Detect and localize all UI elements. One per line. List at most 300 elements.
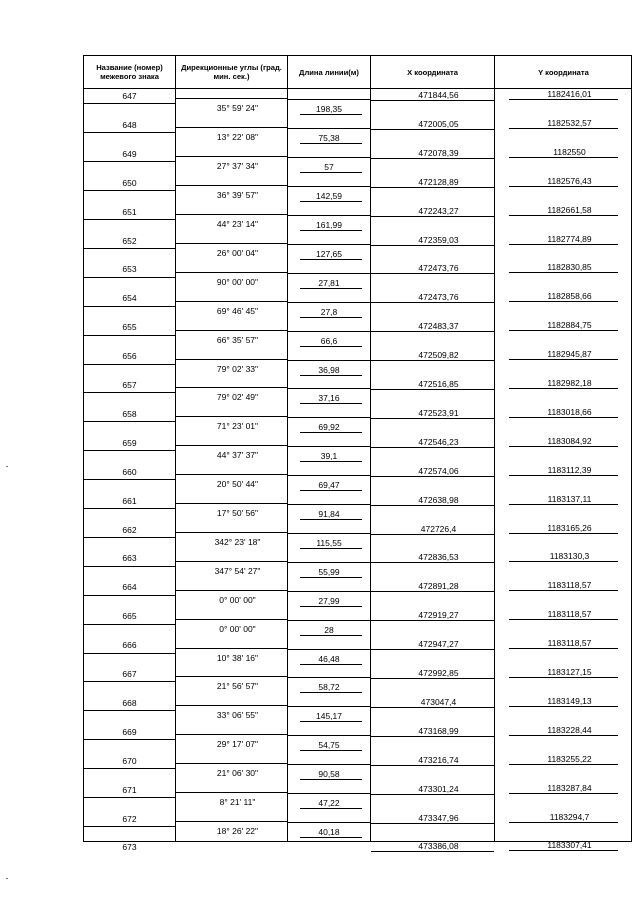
name-cell-divider [84,826,175,827]
point-number: 656 [122,351,137,362]
point-number: 650 [122,177,137,188]
y-coordinate: 1182830,85 [547,262,592,273]
y-coordinate: 1182884,75 [547,320,592,331]
length-value-underline [300,259,362,260]
y-value-underline [509,272,618,273]
line-length: 145,17 [316,711,342,722]
length-value-underline [300,143,362,144]
y-coordinate: 1182550 [553,146,586,157]
x-coordinate: 473301,24 [418,783,459,794]
point-number: 648 [122,119,137,130]
y-coordinate: 1183307,41 [547,840,592,851]
x-coordinate: 472992,85 [418,668,459,678]
y-coordinate: 1183130,3 [549,551,590,562]
y-value-underline [509,822,618,823]
y-coordinate: 1182774,89 [547,233,592,244]
angle-cell-divider [176,214,287,215]
x-cell-divider [371,765,494,766]
header-length: Длина линии(м) [299,67,359,77]
name-cell-divider [84,277,175,278]
y-value-underline [509,475,618,476]
y-coordinate: 1183118,57 [547,638,592,649]
y-coordinate: 1183228,44 [547,724,592,735]
name-cell-divider [84,450,175,451]
y-coordinate: 1183165,26 [547,522,592,533]
y-value-underline [509,244,618,245]
name-cell-divider [84,248,175,249]
x-coordinate: 472473,76 [418,263,459,274]
x-cell-divider [371,823,494,824]
length-value-underline [300,635,362,636]
angle-cell-divider [176,330,287,331]
name-cell-divider [84,797,175,798]
line-length: 27,99 [318,595,340,606]
name-cell-divider [84,103,175,104]
x-cell-divider [371,447,494,448]
point-number: 667 [122,669,137,679]
angle-cell-divider [176,127,287,128]
y-coordinate: 1183137,11 [547,493,592,504]
x-coordinate: 473168,99 [418,725,459,736]
y-value-underline [509,157,618,158]
angle-cell-divider [176,98,287,99]
length-value-underline [300,750,362,751]
y-value-underline [509,215,618,216]
x-coordinate: 473386,08 [418,841,459,852]
angle-cell-divider [176,272,287,273]
line-length: 75,38 [318,133,340,144]
column-divider [494,56,495,841]
x-cell-divider [371,620,494,621]
angle-cell-divider [176,676,287,677]
name-cell-divider [84,653,175,654]
x-coordinate: 472891,28 [418,581,459,592]
length-value-underline [300,779,362,780]
line-length: 27,81 [318,277,340,288]
y-value-underline [509,677,618,678]
length-value-underline [300,692,362,693]
length-cell-divider [288,273,370,274]
x-coordinate: 472516,85 [418,379,459,389]
angle-cell-divider [176,185,287,186]
line-length: 198,35 [316,104,342,115]
angle-cell-divider [176,705,287,706]
y-value-underline [509,648,618,649]
x-coordinate: 472638,98 [418,494,459,505]
y-coordinate: 1183294,7 [549,811,590,822]
scan-speck [6,878,8,879]
y-coordinate: 1183127,15 [547,667,592,677]
length-value-underline [300,346,362,347]
length-cell-divider [288,793,370,794]
point-number: 672 [122,813,137,824]
angle-cell-divider [176,648,287,649]
name-cell-divider [84,161,175,162]
x-cell-divider [371,389,494,390]
y-coordinate: 1182661,58 [547,204,592,215]
x-cell-divider [371,187,494,188]
y-value-underline [509,388,618,389]
line-length: 58,72 [318,682,340,693]
point-number: 651 [122,206,137,217]
directional-angle: 79° 02' 49" [216,392,259,403]
directional-angle: 347° 54' 27" [214,565,261,576]
line-length: 69,47 [318,480,340,491]
directional-angle: 18° 26' 22" [216,825,259,836]
angle-cell-divider [176,503,287,504]
angle-cell-divider [176,763,287,764]
length-value-underline [300,288,362,289]
column-divider [370,56,371,841]
directional-angle: 20° 50' 44" [216,479,259,490]
angle-cell-divider [176,532,287,533]
point-number: 668 [122,697,137,708]
directional-angle: 79° 02' 33" [216,363,259,374]
x-cell-divider [371,331,494,332]
length-cell-divider [288,388,370,389]
length-cell-divider [288,417,370,418]
header-x: Х координата [407,67,458,77]
x-cell-divider [371,302,494,303]
length-cell-divider [288,504,370,505]
length-cell-divider [288,620,370,621]
length-cell-divider [288,360,370,361]
point-number: 659 [122,437,137,448]
y-coordinate: 1182982,18 [547,378,592,388]
x-coordinate: 472509,82 [418,350,459,361]
directional-angle: 21° 06' 30" [216,768,259,779]
y-value-underline [509,735,618,736]
y-value-underline [509,533,618,534]
point-number: 655 [122,322,137,333]
length-cell-divider [288,302,370,303]
point-number: 647 [122,91,137,101]
directional-angle: 44° 23' 14" [216,219,259,230]
name-cell-divider [84,566,175,567]
y-coordinate: 1183149,13 [547,695,592,706]
name-cell-divider [84,710,175,711]
point-number: 666 [122,640,137,651]
name-cell-divider [84,681,175,682]
point-number: 657 [122,380,137,390]
directional-angle: 13° 22' 08" [216,132,259,143]
angle-cell-divider [176,734,287,735]
angle-cell-divider [176,561,287,562]
line-length: 57 [324,162,334,173]
x-cell-divider [371,273,494,274]
angle-cell-divider [176,445,287,446]
angle-cell-divider [176,416,287,417]
y-value-underline [509,619,618,620]
directional-angle: 0° 00' 00" [219,623,256,634]
x-cell-divider [371,794,494,795]
directional-angle: 69° 46' 45" [216,305,259,316]
x-cell-divider [371,736,494,737]
y-coordinate: 1182576,43 [547,175,592,186]
line-length: 91,84 [318,509,340,520]
length-value-underline [300,403,362,404]
line-length: 161,99 [316,220,342,231]
point-number: 661 [122,495,137,506]
length-value-underline [300,577,362,578]
x-coordinate: 472919,27 [418,610,459,621]
name-cell-divider [84,306,175,307]
y-value-underline [509,330,618,331]
angle-cell-divider [176,301,287,302]
y-coordinate: 1182416,01 [547,89,592,99]
point-number: 669 [122,726,137,737]
y-value-underline [509,850,618,851]
y-coordinate: 1182858,66 [547,291,592,302]
x-cell-divider [371,505,494,506]
length-cell-divider [288,215,370,216]
length-cell-divider [288,244,370,245]
x-coordinate: 472483,37 [418,321,459,332]
y-value-underline [509,793,618,794]
y-value-underline [509,359,618,360]
y-value-underline [509,301,618,302]
length-value-underline [300,201,362,202]
x-coordinate: 473047,4 [420,696,457,707]
length-value-underline [300,837,362,838]
directional-angle: 35° 59' 24" [216,103,259,114]
length-value-underline [300,490,362,491]
line-length: 46,48 [318,653,340,664]
x-cell-divider [371,851,494,852]
y-coordinate: 1183018,66 [547,406,592,417]
x-cell-divider [371,707,494,708]
name-cell-divider [84,392,175,393]
length-cell-divider [288,331,370,332]
y-value-underline [509,417,618,418]
line-length: 36,98 [318,364,340,375]
name-cell-divider [84,219,175,220]
name-cell-divider [84,190,175,191]
point-number: 653 [122,264,137,275]
point-number: 662 [122,524,137,535]
directional-angle: 71° 23' 01" [216,421,259,432]
directional-angle: 0° 00' 00" [219,594,256,605]
x-cell-divider [371,360,494,361]
y-coordinate: 1183118,57 [547,580,592,591]
length-cell-divider [288,128,370,129]
directional-angle: 8° 21' 11" [219,797,256,808]
name-cell-divider [84,421,175,422]
directional-angle: 66° 35' 57" [216,334,259,345]
x-cell-divider [371,418,494,419]
length-value-underline [300,461,362,462]
directional-angle: 26° 00' 04" [216,247,259,258]
point-number: 671 [122,784,137,795]
y-value-underline [509,128,618,129]
header-angle: Дирекционные углы (град. мин. сек.) [181,63,282,81]
length-value-underline [300,721,362,722]
directional-angle: 10° 38' 16" [216,652,259,663]
point-number: 649 [122,148,137,159]
line-length: 40,18 [318,826,340,837]
x-coordinate: 473347,96 [418,812,459,823]
x-cell-divider [371,649,494,650]
length-value-underline [300,548,362,549]
line-length: 115,55 [316,537,342,548]
x-coordinate: 472078,39 [418,147,459,158]
x-cell-divider [371,158,494,159]
line-length: 28 [324,624,334,635]
x-coordinate: 472523,91 [418,407,459,418]
directional-angle: 342° 23' 18" [214,536,261,547]
directional-angle: 27° 37' 34" [216,161,259,172]
y-coordinate: 1182532,57 [547,117,592,128]
line-length: 54,75 [318,740,340,751]
column-divider [287,56,288,841]
y-value-underline [509,590,618,591]
length-cell-divider [288,446,370,447]
y-value-underline [509,504,618,505]
x-coordinate: 472726,4 [420,523,457,534]
x-coordinate: 472546,23 [418,436,459,447]
x-cell-divider [371,678,494,679]
x-coordinate: 472128,89 [418,176,459,187]
x-coordinate: 472473,76 [418,292,459,303]
name-cell-divider [84,595,175,596]
angle-cell-divider [176,243,287,244]
point-number: 652 [122,235,137,246]
angle-cell-divider [176,359,287,360]
angle-cell-divider [176,590,287,591]
length-cell-divider [288,706,370,707]
angle-cell-divider [176,619,287,620]
line-length: 55,99 [318,566,340,577]
x-coordinate: 472005,05 [418,118,459,129]
name-cell-divider [84,624,175,625]
length-value-underline [300,317,362,318]
y-coordinate: 1183255,22 [547,753,592,764]
point-number: 654 [122,293,137,304]
line-length: 142,59 [316,191,342,202]
line-length: 90,58 [318,769,340,780]
length-cell-divider [288,99,370,100]
y-value-underline [509,186,618,187]
directional-angle: 44° 37' 37" [216,450,259,461]
length-value-underline [300,230,362,231]
point-number: 670 [122,755,137,766]
x-coordinate: 472947,27 [418,639,459,650]
y-coordinate: 1182945,87 [547,349,592,360]
y-value-underline [509,446,618,447]
point-number: 664 [122,582,137,593]
point-number: 673 [122,842,137,853]
name-cell-divider [84,132,175,133]
point-number: 663 [122,553,137,564]
line-length: 39,1 [320,451,338,462]
x-cell-divider [371,534,494,535]
length-cell-divider [288,533,370,534]
x-coordinate: 472836,53 [418,552,459,563]
name-cell-divider [84,508,175,509]
scan-speck [6,466,8,467]
length-cell-divider [288,677,370,678]
angle-cell-divider [176,156,287,157]
point-number: 665 [122,611,137,622]
length-cell-divider [288,735,370,736]
x-cell-divider [371,129,494,130]
x-coordinate: 472574,06 [418,465,459,476]
name-cell-divider [84,335,175,336]
x-coordinate: 471844,56 [418,90,459,100]
line-length: 47,22 [318,798,340,809]
line-length: 27,8 [320,306,338,317]
x-coordinate: 472243,27 [418,205,459,216]
length-value-underline [300,375,362,376]
length-cell-divider [288,562,370,563]
header-name: Название (номер) межевого знака [96,63,163,81]
header-y: Y координата [538,67,589,77]
y-coordinate: 1183118,57 [547,609,592,620]
line-length: 127,65 [316,248,342,259]
y-value-underline [509,706,618,707]
name-cell-divider [84,364,175,365]
length-cell-divider [288,186,370,187]
angle-cell-divider [176,821,287,822]
y-value-underline [509,764,618,765]
point-number: 658 [122,408,137,419]
point-number: 660 [122,466,137,477]
boundary-coordinates-table [83,55,632,853]
y-coordinate: 1183287,84 [547,782,592,793]
x-cell-divider [371,591,494,592]
name-cell-divider [84,537,175,538]
length-value-underline [300,114,362,115]
angle-cell-divider [176,387,287,388]
length-cell-divider [288,822,370,823]
length-cell-divider [288,591,370,592]
directional-angle: 17° 50' 56" [216,508,259,519]
y-value-underline [509,561,618,562]
length-cell-divider [288,475,370,476]
line-length: 37,16 [318,393,340,404]
directional-angle: 33° 06' 55" [216,710,259,721]
y-value-underline [509,99,618,100]
x-cell-divider [371,476,494,477]
directional-angle: 90° 00' 00" [216,276,259,287]
length-value-underline [300,606,362,607]
length-cell-divider [288,764,370,765]
length-value-underline [300,519,362,520]
x-cell-divider [371,100,494,101]
x-cell-divider [371,562,494,563]
angle-cell-divider [176,474,287,475]
directional-angle: 36° 39' 57" [216,190,259,201]
length-value-underline [300,172,362,173]
directional-angle: 21° 56' 57" [216,681,259,692]
x-cell-divider [371,216,494,217]
name-cell-divider [84,479,175,480]
name-cell-divider [84,768,175,769]
line-length: 66,6 [320,335,338,346]
length-value-underline [300,432,362,433]
x-coordinate: 473216,74 [418,754,459,765]
directional-angle: 29° 17' 07" [216,739,259,750]
length-cell-divider [288,157,370,158]
name-cell-divider [84,739,175,740]
column-divider [175,56,176,841]
x-cell-divider [371,245,494,246]
length-cell-divider [288,649,370,650]
x-coordinate: 472359,03 [418,234,459,245]
line-length: 69,92 [318,422,340,433]
length-value-underline [300,664,362,665]
y-coordinate: 1183084,92 [547,435,592,446]
